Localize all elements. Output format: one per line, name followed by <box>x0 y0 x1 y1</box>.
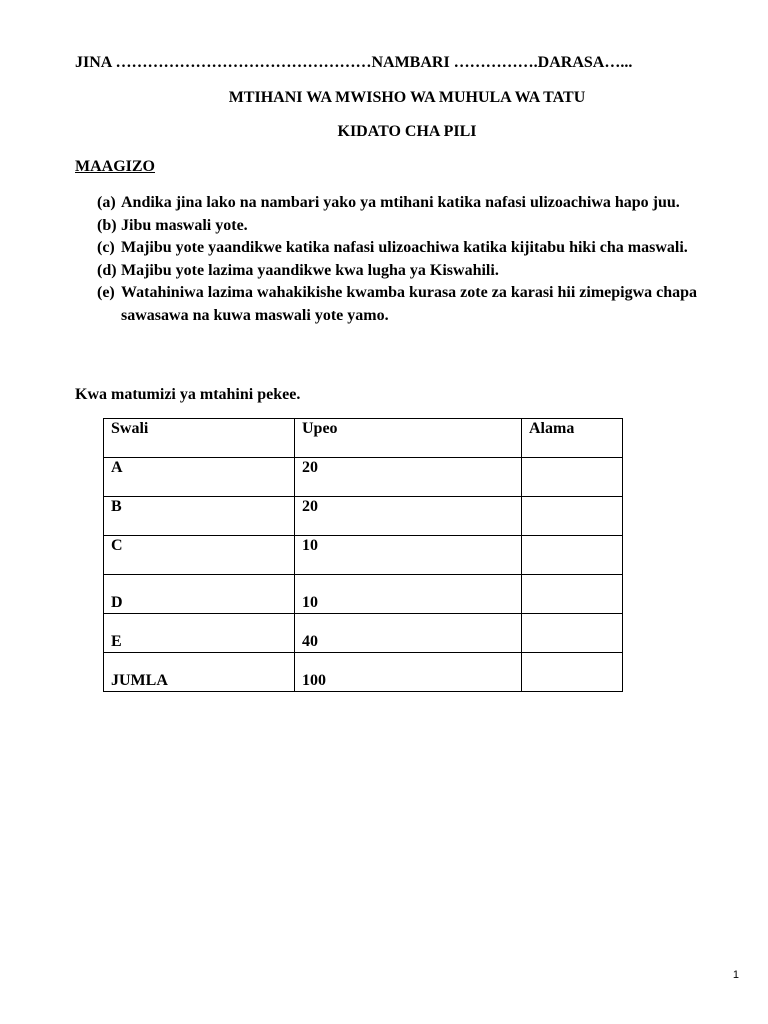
instruction-marker: (a) <box>97 194 116 211</box>
instruction-marker: (d) <box>97 261 117 279</box>
upeo-cell: 10 <box>295 575 522 614</box>
alama-cell[interactable] <box>522 575 623 614</box>
table-row <box>104 497 623 536</box>
header-upeo: Upeo <box>295 419 522 458</box>
instruction-item <box>97 192 727 215</box>
instruction-item <box>97 215 727 238</box>
candidate-details-line: JINA …………………………………………NAMBARI …………….DARASA…... <box>75 54 633 71</box>
table-row <box>104 575 623 614</box>
swali-cell: D <box>104 575 295 614</box>
instruction-text: Andika jina lako na nambari yako ya mtihani katika nafasi ulizoachiwa hapo juu. <box>121 194 680 211</box>
upeo-cell-total: 100 <box>295 653 522 692</box>
examiner-use-note: Kwa matumizi ya mtahini pekee. <box>75 386 301 403</box>
instruction-marker: (c) <box>97 239 115 256</box>
alama-cell[interactable] <box>522 536 623 575</box>
instructions-list <box>97 192 727 327</box>
swali-cell-total: JUMLA <box>104 653 295 692</box>
alama-cell[interactable] <box>522 458 623 497</box>
exam-title: MTIHANI WA MWISHO WA MUHULA WA TATU <box>228 89 586 106</box>
form-level-title: KIDATO CHA PILI <box>337 123 477 140</box>
upeo-cell: 10 <box>295 536 522 575</box>
swali-cell: E <box>104 614 295 653</box>
table-row-total <box>104 653 623 692</box>
table-row <box>104 536 623 575</box>
alama-cell[interactable] <box>522 614 623 653</box>
instruction-text: Majibu yote yaandikwe katika nafasi ulizoachiwa katika kijitabu hiki cha maswali. <box>121 239 688 256</box>
page-number: 1 <box>732 969 739 981</box>
instruction-marker: (b) <box>97 216 117 234</box>
instruction-text: Watahiniwa lazima wahakikishe kwamba kurasa zote za karasi hii zimepigwa chapa sawasawa na kuwa maswali yote yamo. <box>121 284 698 324</box>
table-row <box>104 458 623 497</box>
instruction-item <box>97 260 727 283</box>
alama-cell-total[interactable] <box>522 653 623 692</box>
table-row <box>104 614 623 653</box>
instruction-item <box>97 282 727 327</box>
upeo-cell: 20 <box>295 458 522 497</box>
marks-table-header-row <box>104 419 623 458</box>
swali-cell: B <box>104 497 295 536</box>
instruction-text: Majibu yote lazima yaandikwe kwa lugha ya Kiswahili. <box>121 261 499 279</box>
alama-cell[interactable] <box>522 497 623 536</box>
marks-table <box>103 418 623 692</box>
swali-cell: A <box>104 458 295 497</box>
upeo-cell: 40 <box>295 614 522 653</box>
header-alama: Alama <box>522 419 623 458</box>
instruction-marker: (e) <box>97 284 115 301</box>
instruction-text: Jibu maswali yote. <box>121 216 248 234</box>
upeo-cell: 20 <box>295 497 522 536</box>
header-swali: Swali <box>104 419 295 458</box>
instruction-item <box>97 237 727 260</box>
instructions-heading: MAAGIZO <box>75 158 155 175</box>
swali-cell: C <box>104 536 295 575</box>
